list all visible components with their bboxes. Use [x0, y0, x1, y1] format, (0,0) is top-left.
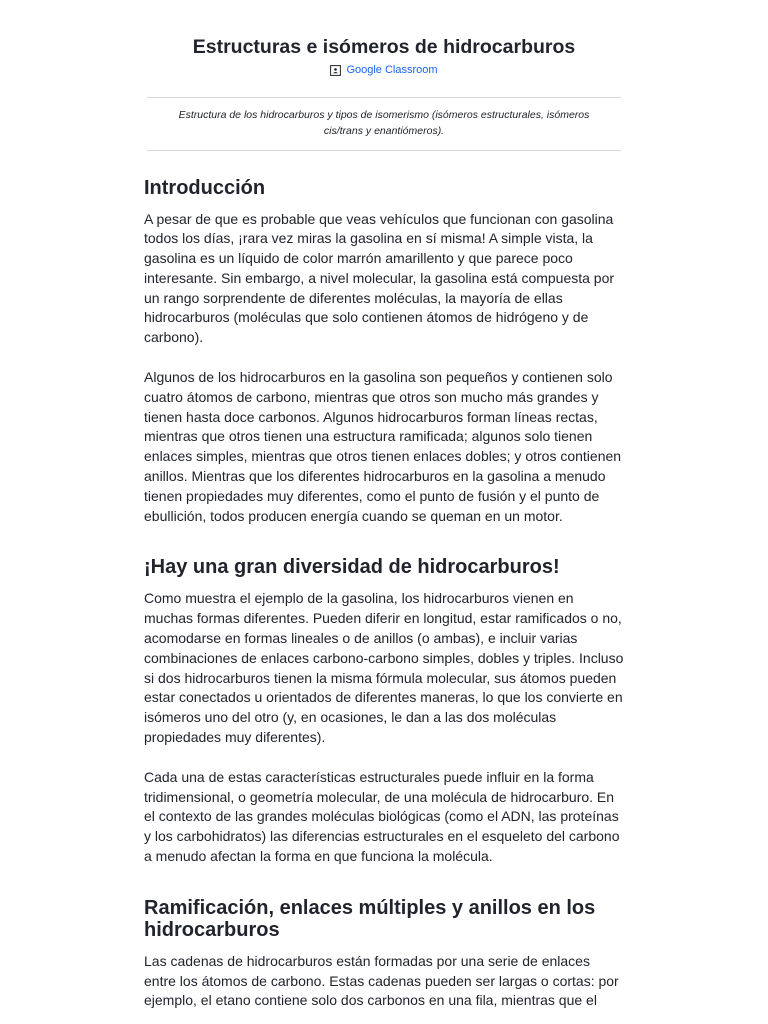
paragraph: Como muestra el ejemplo de la gasolina, los hidrocarburos vienen en muchas formas diferentes. Pueden diferir en longitud, estar ramificados o no, acomodarse en formas lineales o de anillos (o ambas), e incluir varias combinaciones de enlaces carbono-carbono simples, dobles y triples. Incluso si dos hidrocarburos tienen la misma fórmula molecular, sus átomos pueden estar conectados u orientados de diferentes maneras, lo que los convierte en isómeros uno del otro (y, en ocasiones, le dan a las dos moléculas propiedades muy diferentes). [144, 590, 624, 746]
article-summary: Estructura de los hidrocarburos y tipos de isomerismo (isómeros estructurales, isómeros cis/trans y enantiómeros). [147, 97, 621, 151]
paragraph: A pesar de que es probable que veas vehículos que funcionan con gasolina todos los días, ¡rara vez miras la gasolina en sí misma! A simple vista, la gasolina es un líquido de color marrón amarillento y que parece poco interesante. Sin embargo, a nivel molecular, la gasolina está compuesta por un rango sorprendente de diferentes moléculas, la mayoría de ellas hidrocarburos (moléculas que solo contienen átomos de hidrógeno y de carbono). [144, 210, 615, 346]
google-classroom-icon [330, 65, 341, 76]
section-heading-introduccion: Introducción [144, 176, 266, 199]
paragraph: Cada una de estas características estructurales puede influir en la forma tridimensional, o geometría molecular, de una molécula de hidrocarburo. En el contexto de las grandes moléculas biológicas (como el ADN, las proteínas y los carbohidratos) las diferencias estructurales en el esqueleto del carbono a menudo afectan la forma en que funciona la molécula. [144, 768, 620, 865]
paragraph: Algunos de los hidrocarburos en la gasolina son pequeños y contienen solo cuatro átomos de carbono, mientras que otros son mucho más grandes y tienen hasta doce carbonos. Algunos hidrocarburos forman líneas rectas, mientras que otros tienen una estructura ramificada; algunos solo tienen enlaces simples, mientras que otros tienen enlaces dobles; y otros contienen anillos. Mientras que los diferentes hidrocarburos en la gasolina a menudo tienen propiedades muy diferentes, como el punto de fusión y el punto de ebullición, todos producen energía cuando se queman en un motor. [144, 369, 622, 524]
google-classroom-label: Google Classroom [346, 64, 438, 76]
article [144, 0, 624, 1011]
google-classroom-link[interactable] [330, 63, 437, 77]
article-header [144, 0, 624, 81]
section-heading-ramificacion: Ramificación, enlaces múltiples y anillos en los hidrocarburos [144, 896, 596, 941]
page-title: Estructuras e isómeros de hidrocarburos [192, 36, 576, 58]
paragraph: Las cadenas de hidrocarburos están formadas por una serie de enlaces entre los átomos de carbono. Estas cadenas pueden ser largas o cortas: por ejemplo, el etano contiene solo dos carbonos en una fila, mientras que el [144, 952, 619, 1009]
section-heading-diversidad: ¡Hay una gran diversidad de hidrocarburos! [144, 556, 560, 579]
